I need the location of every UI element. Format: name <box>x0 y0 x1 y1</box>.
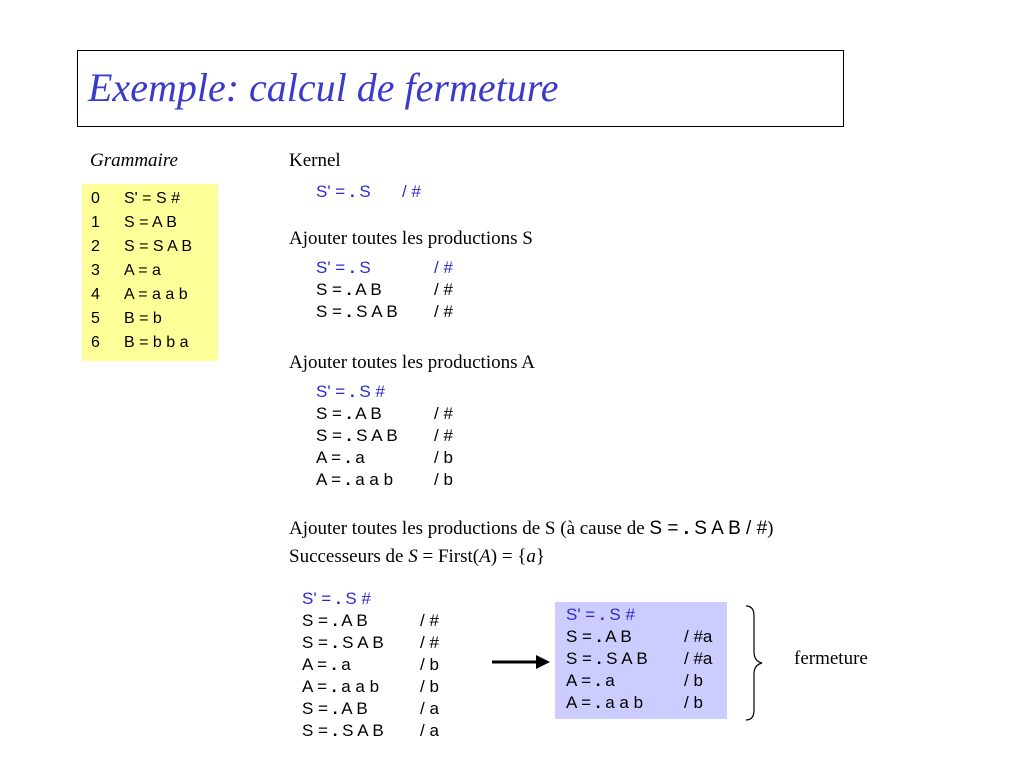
kernel-heading: Kernel <box>289 150 341 171</box>
item-lookahead: / # <box>434 258 453 277</box>
item-dot: . <box>331 677 337 696</box>
item-lhs: S = <box>316 426 347 445</box>
rule-number: 0 <box>91 190 100 207</box>
grammar-rule <box>91 190 180 208</box>
item-rhs: A B <box>351 280 382 299</box>
item-rhs: S A B <box>351 302 398 321</box>
item-rhs: a <box>350 448 365 467</box>
item-production <box>316 280 382 300</box>
item-rhs: A B <box>337 611 368 630</box>
item-lookahead: / # <box>434 302 453 321</box>
item-lhs: A = <box>302 655 332 674</box>
item-production <box>302 721 384 741</box>
item-rhs: a a b <box>350 470 394 489</box>
item-lookahead: / a <box>420 721 439 740</box>
item-production <box>316 426 398 446</box>
grammar-rule <box>91 334 189 352</box>
item-production <box>316 258 371 278</box>
item-rhs: A B <box>601 627 632 646</box>
item-production <box>302 699 368 719</box>
grammar-box <box>82 184 218 361</box>
item-lhs: S = <box>316 302 347 321</box>
item-production <box>316 448 365 468</box>
item-production <box>302 611 368 631</box>
item-dot: . <box>345 470 351 489</box>
item-production <box>302 633 384 653</box>
item-lookahead: / # <box>434 280 453 299</box>
item-production <box>316 302 398 322</box>
item-lhs: A = <box>302 677 332 696</box>
step-s-heading: Ajouter toutes les productions S <box>289 228 533 249</box>
item-production <box>316 404 382 424</box>
rule-number: 1 <box>91 214 100 231</box>
rule-number: 4 <box>91 286 100 303</box>
item-production <box>316 382 385 402</box>
item-rhs: S A B <box>337 633 384 652</box>
step-de-s-prefix: Ajouter toutes les productions de S (à cause de <box>289 518 650 539</box>
item-rhs: A B <box>337 699 368 718</box>
item-lhs: S = <box>566 649 597 668</box>
item-dot: . <box>332 699 338 718</box>
item-rhs: S # <box>340 589 371 608</box>
item-production <box>566 649 648 669</box>
item-production <box>316 182 371 202</box>
item-lhs: A = <box>566 693 596 712</box>
item-lhs: S = <box>316 280 347 299</box>
fermeture-label: fermeture <box>794 648 868 669</box>
item-dot: . <box>595 693 601 712</box>
item-lookahead: / # <box>420 611 439 630</box>
item-rhs: a <box>600 671 615 690</box>
item-dot: . <box>332 633 338 652</box>
item-lookahead: / # <box>434 426 453 445</box>
grammar-rule <box>91 262 161 280</box>
item-lookahead: / #a <box>684 649 713 668</box>
item-rhs: S # <box>604 605 635 624</box>
item-lhs: S = <box>302 721 333 740</box>
item-production <box>302 589 371 609</box>
rule-text: S = A B <box>124 214 177 231</box>
item-lookahead: / # <box>420 633 439 652</box>
item-lookahead: / b <box>434 448 453 467</box>
item-lhs: S = <box>316 404 347 423</box>
item-lhs: S' = <box>566 605 600 624</box>
rule-number: 6 <box>91 334 100 351</box>
step-de-s-heading <box>289 518 774 540</box>
item-lhs: S = <box>302 611 333 630</box>
step-a-heading: Ajouter toutes les productions A <box>289 352 535 373</box>
item-dot: . <box>345 448 351 467</box>
item-lhs: S = <box>566 627 597 646</box>
item-dot: . <box>596 649 602 668</box>
page-title: Exemple: calcul de fermeture <box>88 65 559 110</box>
item-production <box>566 627 632 647</box>
item-lhs: S' = <box>302 589 336 608</box>
item-lookahead: / b <box>434 470 453 489</box>
rule-number: 2 <box>91 238 100 255</box>
item-lookahead: / b <box>420 677 439 696</box>
rule-text: A = a a b <box>124 286 188 303</box>
item-dot: . <box>349 182 355 201</box>
item-production <box>302 677 379 697</box>
item-production <box>566 605 635 625</box>
item-dot: . <box>346 404 352 423</box>
item-lookahead: / b <box>684 693 703 712</box>
rule-text: B = b b a <box>124 334 189 351</box>
right-brace-icon <box>744 604 768 722</box>
item-rhs: a a b <box>336 677 380 696</box>
item-lhs: S' = <box>316 382 350 401</box>
title-box <box>77 50 844 127</box>
grammar-rule <box>91 238 192 256</box>
item-dot: . <box>596 627 602 646</box>
rule-number: 5 <box>91 310 100 327</box>
item-lookahead: / # <box>434 404 453 423</box>
item-rhs: S A B <box>351 426 398 445</box>
item-lhs: A = <box>316 470 346 489</box>
step-de-s-suffix: ) <box>767 518 774 539</box>
item-dot: . <box>332 611 338 630</box>
rule-text: S = S A B <box>124 238 193 255</box>
item-production <box>566 671 615 691</box>
item-dot: . <box>599 605 605 624</box>
item-rhs: a <box>336 655 351 674</box>
item-dot: . <box>595 671 601 690</box>
item-lookahead: / a <box>420 699 439 718</box>
item-dot: . <box>346 302 352 321</box>
item-lookahead: / #a <box>684 627 713 646</box>
item-dot: . <box>331 655 337 674</box>
item-dot: . <box>349 258 355 277</box>
rule-text: B = b <box>124 310 162 327</box>
item-rhs: S A B <box>601 649 648 668</box>
item-lhs: A = <box>566 671 596 690</box>
right-arrow-icon <box>490 651 552 673</box>
item-rhs: S <box>354 258 371 277</box>
item-rhs: S # <box>354 382 385 401</box>
item-lhs: S' = <box>316 258 350 277</box>
item-dot: . <box>332 721 338 740</box>
item-lhs: A = <box>316 448 346 467</box>
item-production <box>316 470 393 490</box>
item-dot: . <box>346 426 352 445</box>
item-rhs: S A B <box>337 721 384 740</box>
item-lhs: S = <box>302 699 333 718</box>
item-production <box>566 693 643 713</box>
grammar-rule <box>91 310 162 328</box>
grammar-rule <box>91 214 177 232</box>
rule-text: A = a <box>124 262 161 279</box>
grammar-heading: Grammaire <box>90 150 178 171</box>
item-lookahead: / b <box>420 655 439 674</box>
item-lhs: S' = <box>316 182 350 201</box>
item-rhs: a a b <box>600 693 644 712</box>
item-dot: . <box>335 589 341 608</box>
successeurs-line: Successeurs de S = First(A) = {a} <box>289 546 546 567</box>
grammar-rule <box>91 286 188 304</box>
step-de-s-item: S = . S A B / # <box>649 518 768 539</box>
rule-number: 3 <box>91 262 100 279</box>
item-lhs: S = <box>302 633 333 652</box>
item-lookahead: / b <box>684 671 703 690</box>
rule-text: S' = S # <box>124 190 180 207</box>
item-dot: . <box>349 382 355 401</box>
item-lookahead: / # <box>402 182 421 201</box>
item-production <box>302 655 351 675</box>
item-rhs: A B <box>351 404 382 423</box>
item-rhs: S <box>354 182 371 201</box>
item-dot: . <box>346 280 352 299</box>
